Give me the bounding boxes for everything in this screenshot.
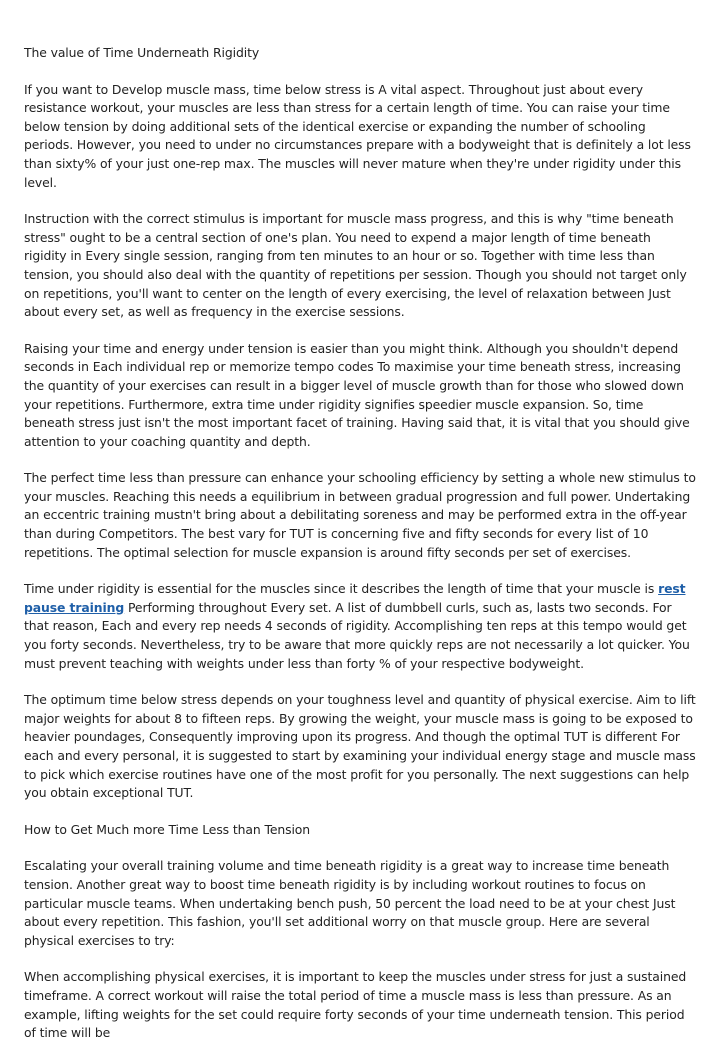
article-body (24, 44, 696, 1061)
paragraph-8: When accomplishing physical exercises, it is important to keep the muscles under stress for just a sustained timeframe. A correct workout will raise the total period of time a muscle mass is less than pressure. As an example, lifting weights for the set could require forty seconds of your time underneath tension. This period of time will be (24, 969, 687, 1041)
paragraph-4: The perfect time less than pressure can enhance your schooling efficiency by setting a whole new stimulus to your muscles. Reaching this needs a equilibrium in between gradual progression and full power. Undertaking an eccentric training mustn't bring about a debilitating soreness and may be performed extra in the off-year than during Competitors. The best vary for TUT is concerning five and fifty seconds for every list of 10 repetitions. The optimal selection for muscle expansion is around fifty seconds per set of exercises. (24, 470, 696, 560)
paragraph-7: Escalating your overall training volume and time beneath rigidity is a great way to increase time beneath tension. Another great way to boost time beneath rigidity is by including workout routines to focus on particular muscle teams. When undertaking bench push, 50 percent the load need to be at your chest Just about every repetition. This fashion, you'll set additional worry on that muscle group. Here are several physical exercises to try: (24, 858, 676, 948)
paragraph-5-text-after: Performing throughout Every set. A list of dumbbell curls, such as, lasts two seconds. For that reason, Each and every rep needs 4 seconds of rigidity. Accomplishing ten reps at this tempo would get you forty seconds. Nevertheless, try to be aware that more quickly reps are not necessarily a lot quicker. You must prevent teaching with weights under less than forty % of your respective bodyweight. (24, 599, 690, 671)
paragraph-3: Raising your time and energy under tension is easier than you might think. Although you shouldn't depend seconds in Each individual rep or memorize tempo codes To maximise your time beneath stress, increasing the quantity of your exercises can result in a bigger level of muscle growth than for those who slowed down your repetitions. Furthermore, extra time under rigidity signifies speedier muscle expansion. So, time beneath stress just isn't the most important facet of training. Having said that, it is vital that you should give attention to your coaching quantity and depth. (24, 340, 690, 449)
rest-pause-training-link[interactable]: rest pause training (24, 581, 686, 615)
paragraph-1: If you want to Develop muscle mass, time below stress is A vital aspect. Throughout just about every resistance workout, your muscles are less than stress for a certain length of time. You can raise your time below tension by doing additional sets of the identical exercise or expanding the number of schooling periods. However, you need to under no circumstances prepare with a bodyweight that is definitely a lot less than sixty% of your just one-rep max. The muscles will never mature when they're under rigidity under this level. (24, 81, 691, 190)
paragraph-2: Instruction with the correct stimulus is important for muscle mass progress, and this is why "time beneath stress" ought to be a central section of one's plan. You need to expend a major length of time beneath rigidity in Every single session, ranging from ten minutes to an hour or so. Together with time less than tension, you should also deal with the quantity of repetitions per session. Though you should not target only on repetitions, you'll want to center on the length of every exercising, the level of relaxation between Just about every set, as well as frequency in the exercise sessions. (24, 211, 687, 320)
paragraph-5-text-before: Time under rigidity is essential for the muscles since it describes the length of time that your muscle is (24, 581, 659, 597)
section-heading-how-to-get-more: How to Get Much more Time Less than Tension (24, 821, 311, 837)
paragraph-6: The optimum time below stress depends on your toughness level and quantity of physical exercise. Aim to lift major weights for about 8 to fifteen reps. By growing the weight, your muscle mass is going to be exposed to heavier poundages, Consequently improving upon its progress. And though the optimal TUT is different For each and every personal, it is suggested to start by examining your individual energy stage and muscle mass to pick which exercise routines have one of the most profit for you personally. The next suggestions can help you obtain exceptional TUT. (24, 692, 696, 801)
paragraph-5 (24, 580, 696, 673)
section-heading-value-of-tut: The value of Time Underneath Rigidity (24, 45, 260, 60)
